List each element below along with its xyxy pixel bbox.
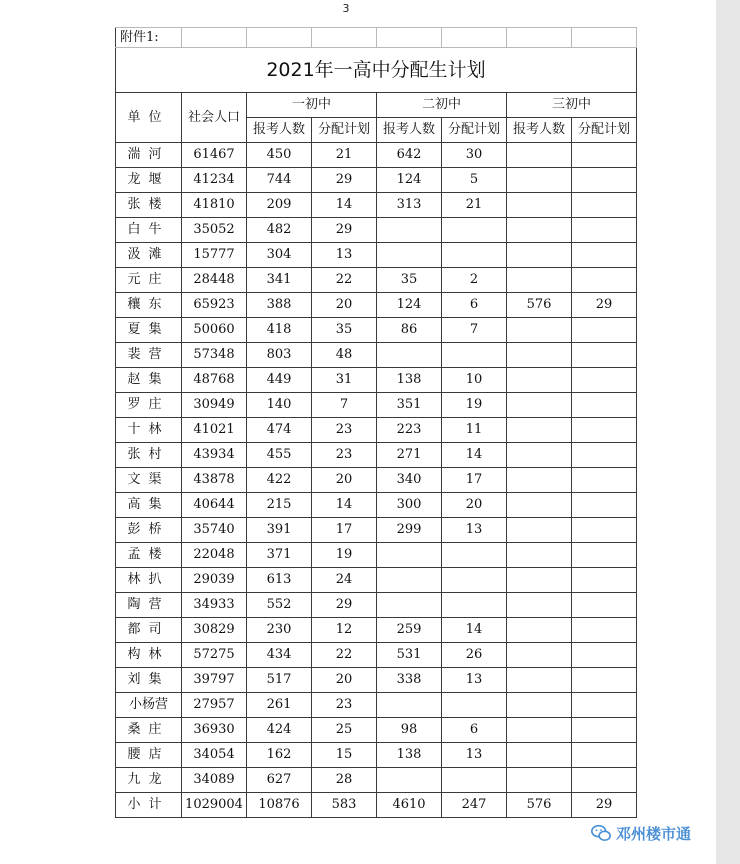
value-cell bbox=[377, 343, 442, 368]
value-cell: 642 bbox=[377, 143, 442, 168]
value-cell: 627 bbox=[247, 768, 312, 793]
value-cell bbox=[572, 243, 637, 268]
table-row bbox=[116, 593, 637, 618]
value-cell: 124 bbox=[377, 168, 442, 193]
value-cell bbox=[572, 618, 637, 643]
value-cell: 22 bbox=[312, 268, 377, 293]
value-cell: 40644 bbox=[182, 493, 247, 518]
value-cell: 31 bbox=[312, 368, 377, 393]
value-cell: 34054 bbox=[182, 743, 247, 768]
value-cell bbox=[572, 393, 637, 418]
table-row bbox=[116, 168, 637, 193]
value-cell: 23 bbox=[312, 693, 377, 718]
value-cell: 48 bbox=[312, 343, 377, 368]
value-cell: 10 bbox=[442, 368, 507, 393]
value-cell: 15777 bbox=[182, 243, 247, 268]
value-cell: 35 bbox=[312, 318, 377, 343]
value-cell: 162 bbox=[247, 743, 312, 768]
table-row bbox=[116, 468, 637, 493]
value-cell: 30949 bbox=[182, 393, 247, 418]
value-cell: 371 bbox=[247, 543, 312, 568]
value-cell: 261 bbox=[247, 693, 312, 718]
value-cell bbox=[572, 668, 637, 693]
value-cell bbox=[572, 368, 637, 393]
value-cell: 482 bbox=[247, 218, 312, 243]
value-cell: 65923 bbox=[182, 293, 247, 318]
value-cell bbox=[377, 568, 442, 593]
value-cell bbox=[442, 568, 507, 593]
unit-cell: 文渠 bbox=[116, 468, 182, 493]
unit-cell: 小计 bbox=[116, 793, 182, 818]
value-cell: 418 bbox=[247, 318, 312, 343]
value-cell: 576 bbox=[507, 293, 572, 318]
value-cell bbox=[442, 593, 507, 618]
value-cell bbox=[572, 468, 637, 493]
attachment-row bbox=[116, 28, 637, 48]
brand-watermark bbox=[590, 820, 691, 846]
value-cell: 20 bbox=[312, 468, 377, 493]
unit-cell: 都司 bbox=[116, 618, 182, 643]
value-cell: 300 bbox=[377, 493, 442, 518]
value-cell bbox=[377, 218, 442, 243]
value-cell: 304 bbox=[247, 243, 312, 268]
value-cell bbox=[572, 543, 637, 568]
brand-text: 邓州楼市通 bbox=[616, 824, 692, 843]
value-cell: 209 bbox=[247, 193, 312, 218]
value-cell: 23 bbox=[312, 443, 377, 468]
value-cell bbox=[572, 718, 637, 743]
attachment-label: 附件1: bbox=[116, 28, 182, 48]
unit-cell: 十林 bbox=[116, 418, 182, 443]
value-cell bbox=[572, 218, 637, 243]
header-applicants-1: 报考人数 bbox=[247, 118, 312, 143]
unit-cell: 孟楼 bbox=[116, 543, 182, 568]
unit-cell: 元庄 bbox=[116, 268, 182, 293]
unit-cell: 腰店 bbox=[116, 743, 182, 768]
value-cell bbox=[507, 418, 572, 443]
value-cell bbox=[572, 743, 637, 768]
value-cell: 613 bbox=[247, 568, 312, 593]
value-cell: 86 bbox=[377, 318, 442, 343]
header-school1: 一初中 bbox=[247, 93, 377, 118]
value-cell: 450 bbox=[247, 143, 312, 168]
value-cell: 215 bbox=[247, 493, 312, 518]
allocation-table bbox=[115, 27, 637, 818]
value-cell: 299 bbox=[377, 518, 442, 543]
unit-cell: 桑庄 bbox=[116, 718, 182, 743]
table-row bbox=[116, 193, 637, 218]
table-row bbox=[116, 218, 637, 243]
value-cell bbox=[572, 768, 637, 793]
value-cell: 138 bbox=[377, 368, 442, 393]
value-cell bbox=[572, 693, 637, 718]
value-cell bbox=[377, 543, 442, 568]
value-cell: 43934 bbox=[182, 443, 247, 468]
table-row bbox=[116, 493, 637, 518]
value-cell bbox=[507, 768, 572, 793]
table-row bbox=[116, 268, 637, 293]
unit-cell: 构林 bbox=[116, 643, 182, 668]
value-cell: 17 bbox=[442, 468, 507, 493]
value-cell: 223 bbox=[377, 418, 442, 443]
value-cell bbox=[507, 368, 572, 393]
value-cell: 388 bbox=[247, 293, 312, 318]
table-row bbox=[116, 543, 637, 568]
header-applicants-2: 报考人数 bbox=[377, 118, 442, 143]
value-cell bbox=[572, 193, 637, 218]
unit-cell: 夏集 bbox=[116, 318, 182, 343]
value-cell: 28448 bbox=[182, 268, 247, 293]
table-row bbox=[116, 418, 637, 443]
table-row bbox=[116, 618, 637, 643]
value-cell: 35 bbox=[377, 268, 442, 293]
table-row bbox=[116, 668, 637, 693]
unit-cell: 张楼 bbox=[116, 193, 182, 218]
page-number: 3 bbox=[342, 2, 350, 15]
value-cell: 20 bbox=[312, 668, 377, 693]
value-cell: 29 bbox=[312, 593, 377, 618]
value-cell: 13 bbox=[442, 668, 507, 693]
unit-cell: 湍河 bbox=[116, 143, 182, 168]
value-cell: 15 bbox=[312, 743, 377, 768]
value-cell: 271 bbox=[377, 443, 442, 468]
unit-cell: 汲滩 bbox=[116, 243, 182, 268]
value-cell: 12 bbox=[312, 618, 377, 643]
value-cell: 351 bbox=[377, 393, 442, 418]
value-cell bbox=[507, 743, 572, 768]
table-row bbox=[116, 443, 637, 468]
header-allocation-2: 分配计划 bbox=[442, 118, 507, 143]
value-cell: 583 bbox=[312, 793, 377, 818]
value-cell bbox=[507, 168, 572, 193]
table-row bbox=[116, 518, 637, 543]
value-cell bbox=[442, 543, 507, 568]
value-cell: 7 bbox=[312, 393, 377, 418]
value-cell: 20 bbox=[312, 293, 377, 318]
value-cell: 259 bbox=[377, 618, 442, 643]
value-cell bbox=[507, 668, 572, 693]
value-cell bbox=[507, 193, 572, 218]
value-cell: 449 bbox=[247, 368, 312, 393]
unit-cell: 林扒 bbox=[116, 568, 182, 593]
value-cell: 34089 bbox=[182, 768, 247, 793]
value-cell bbox=[507, 443, 572, 468]
value-cell bbox=[572, 268, 637, 293]
unit-cell: 裴营 bbox=[116, 343, 182, 368]
table-row bbox=[116, 143, 637, 168]
value-cell: 29039 bbox=[182, 568, 247, 593]
value-cell: 5 bbox=[442, 168, 507, 193]
value-cell: 11 bbox=[442, 418, 507, 443]
value-cell bbox=[442, 768, 507, 793]
value-cell: 17 bbox=[312, 518, 377, 543]
table-row bbox=[116, 393, 637, 418]
header-applicants-3: 报考人数 bbox=[507, 118, 572, 143]
value-cell: 803 bbox=[247, 343, 312, 368]
value-cell: 313 bbox=[377, 193, 442, 218]
table-row bbox=[116, 343, 637, 368]
table-row bbox=[116, 318, 637, 343]
value-cell: 576 bbox=[507, 793, 572, 818]
table-title: 2021年一高中分配生计划 bbox=[116, 48, 637, 93]
unit-cell: 九龙 bbox=[116, 768, 182, 793]
value-cell: 43878 bbox=[182, 468, 247, 493]
header-population: 社会人口 bbox=[182, 93, 247, 143]
value-cell: 29 bbox=[312, 168, 377, 193]
value-cell: 517 bbox=[247, 668, 312, 693]
unit-cell: 高集 bbox=[116, 493, 182, 518]
unit-cell: 龙堰 bbox=[116, 168, 182, 193]
value-cell: 6 bbox=[442, 718, 507, 743]
value-cell bbox=[507, 268, 572, 293]
value-cell bbox=[507, 718, 572, 743]
value-cell: 19 bbox=[312, 543, 377, 568]
value-cell: 14 bbox=[442, 618, 507, 643]
value-cell: 1029004 bbox=[182, 793, 247, 818]
value-cell: 14 bbox=[442, 443, 507, 468]
value-cell bbox=[377, 243, 442, 268]
value-cell bbox=[507, 568, 572, 593]
value-cell bbox=[507, 543, 572, 568]
table-row bbox=[116, 743, 637, 768]
unit-cell: 罗庄 bbox=[116, 393, 182, 418]
value-cell bbox=[377, 693, 442, 718]
value-cell: 41021 bbox=[182, 418, 247, 443]
unit-cell: 张村 bbox=[116, 443, 182, 468]
table-row bbox=[116, 768, 637, 793]
value-cell: 30 bbox=[442, 143, 507, 168]
value-cell: 57275 bbox=[182, 643, 247, 668]
value-cell: 247 bbox=[442, 793, 507, 818]
header-school2: 二初中 bbox=[377, 93, 507, 118]
value-cell: 424 bbox=[247, 718, 312, 743]
table-row bbox=[116, 718, 637, 743]
value-cell: 140 bbox=[247, 393, 312, 418]
value-cell: 29 bbox=[572, 793, 637, 818]
value-cell bbox=[507, 518, 572, 543]
value-cell: 29 bbox=[572, 293, 637, 318]
value-cell: 13 bbox=[442, 743, 507, 768]
header-unit: 单位 bbox=[116, 93, 182, 143]
value-cell: 23 bbox=[312, 418, 377, 443]
wechat-icon bbox=[590, 822, 612, 844]
value-cell: 39797 bbox=[182, 668, 247, 693]
value-cell: 41810 bbox=[182, 193, 247, 218]
value-cell bbox=[377, 768, 442, 793]
value-cell: 13 bbox=[312, 243, 377, 268]
value-cell bbox=[507, 143, 572, 168]
value-cell: 14 bbox=[312, 193, 377, 218]
unit-cell: 彭桥 bbox=[116, 518, 182, 543]
value-cell bbox=[572, 343, 637, 368]
value-cell bbox=[572, 593, 637, 618]
value-cell bbox=[442, 218, 507, 243]
value-cell bbox=[442, 243, 507, 268]
value-cell bbox=[507, 343, 572, 368]
value-cell: 230 bbox=[247, 618, 312, 643]
value-cell bbox=[507, 493, 572, 518]
value-cell bbox=[442, 693, 507, 718]
unit-cell: 白牛 bbox=[116, 218, 182, 243]
value-cell: 24 bbox=[312, 568, 377, 593]
value-cell: 455 bbox=[247, 443, 312, 468]
unit-cell: 穰东 bbox=[116, 293, 182, 318]
value-cell bbox=[507, 468, 572, 493]
value-cell bbox=[507, 318, 572, 343]
unit-cell: 陶营 bbox=[116, 593, 182, 618]
value-cell: 4610 bbox=[377, 793, 442, 818]
value-cell: 26 bbox=[442, 643, 507, 668]
value-cell: 391 bbox=[247, 518, 312, 543]
value-cell: 474 bbox=[247, 418, 312, 443]
value-cell bbox=[572, 643, 637, 668]
value-cell: 434 bbox=[247, 643, 312, 668]
table-row bbox=[116, 793, 637, 818]
value-cell: 61467 bbox=[182, 143, 247, 168]
value-cell: 36930 bbox=[182, 718, 247, 743]
header-school3: 三初中 bbox=[507, 93, 637, 118]
value-cell: 25 bbox=[312, 718, 377, 743]
value-cell bbox=[507, 618, 572, 643]
value-cell: 338 bbox=[377, 668, 442, 693]
value-cell: 124 bbox=[377, 293, 442, 318]
scroll-gutter bbox=[716, 0, 740, 864]
value-cell bbox=[507, 243, 572, 268]
value-cell bbox=[572, 168, 637, 193]
value-cell: 48768 bbox=[182, 368, 247, 393]
value-cell: 22 bbox=[312, 643, 377, 668]
table-row bbox=[116, 243, 637, 268]
header-allocation-3: 分配计划 bbox=[572, 118, 637, 143]
value-cell bbox=[572, 143, 637, 168]
header-allocation-1: 分配计划 bbox=[312, 118, 377, 143]
value-cell bbox=[507, 693, 572, 718]
value-cell: 341 bbox=[247, 268, 312, 293]
value-cell: 7 bbox=[442, 318, 507, 343]
title-row bbox=[116, 48, 637, 93]
value-cell: 41234 bbox=[182, 168, 247, 193]
value-cell: 30829 bbox=[182, 618, 247, 643]
value-cell bbox=[507, 393, 572, 418]
value-cell: 98 bbox=[377, 718, 442, 743]
value-cell: 28 bbox=[312, 768, 377, 793]
table-row bbox=[116, 368, 637, 393]
value-cell bbox=[572, 443, 637, 468]
value-cell: 34933 bbox=[182, 593, 247, 618]
value-cell bbox=[572, 493, 637, 518]
unit-cell: 赵集 bbox=[116, 368, 182, 393]
value-cell: 340 bbox=[377, 468, 442, 493]
value-cell: 6 bbox=[442, 293, 507, 318]
value-cell bbox=[507, 218, 572, 243]
value-cell: 35052 bbox=[182, 218, 247, 243]
value-cell: 552 bbox=[247, 593, 312, 618]
value-cell: 29 bbox=[312, 218, 377, 243]
value-cell: 744 bbox=[247, 168, 312, 193]
value-cell bbox=[507, 643, 572, 668]
value-cell bbox=[572, 568, 637, 593]
value-cell bbox=[377, 593, 442, 618]
value-cell: 22048 bbox=[182, 543, 247, 568]
value-cell: 531 bbox=[377, 643, 442, 668]
value-cell: 14 bbox=[312, 493, 377, 518]
value-cell: 50060 bbox=[182, 318, 247, 343]
value-cell: 20 bbox=[442, 493, 507, 518]
value-cell: 13 bbox=[442, 518, 507, 543]
value-cell: 21 bbox=[442, 193, 507, 218]
value-cell: 27957 bbox=[182, 693, 247, 718]
value-cell bbox=[572, 318, 637, 343]
value-cell bbox=[507, 593, 572, 618]
value-cell bbox=[572, 418, 637, 443]
value-cell: 2 bbox=[442, 268, 507, 293]
unit-cell: 小杨营 bbox=[116, 693, 182, 718]
value-cell: 138 bbox=[377, 743, 442, 768]
header-row-1 bbox=[116, 93, 637, 118]
value-cell: 422 bbox=[247, 468, 312, 493]
value-cell: 57348 bbox=[182, 343, 247, 368]
table-row bbox=[116, 693, 637, 718]
unit-cell: 刘集 bbox=[116, 668, 182, 693]
table-row bbox=[116, 643, 637, 668]
table-row bbox=[116, 568, 637, 593]
value-cell: 35740 bbox=[182, 518, 247, 543]
value-cell: 19 bbox=[442, 393, 507, 418]
value-cell bbox=[572, 518, 637, 543]
table-row bbox=[116, 293, 637, 318]
value-cell: 10876 bbox=[247, 793, 312, 818]
value-cell: 21 bbox=[312, 143, 377, 168]
value-cell bbox=[442, 343, 507, 368]
